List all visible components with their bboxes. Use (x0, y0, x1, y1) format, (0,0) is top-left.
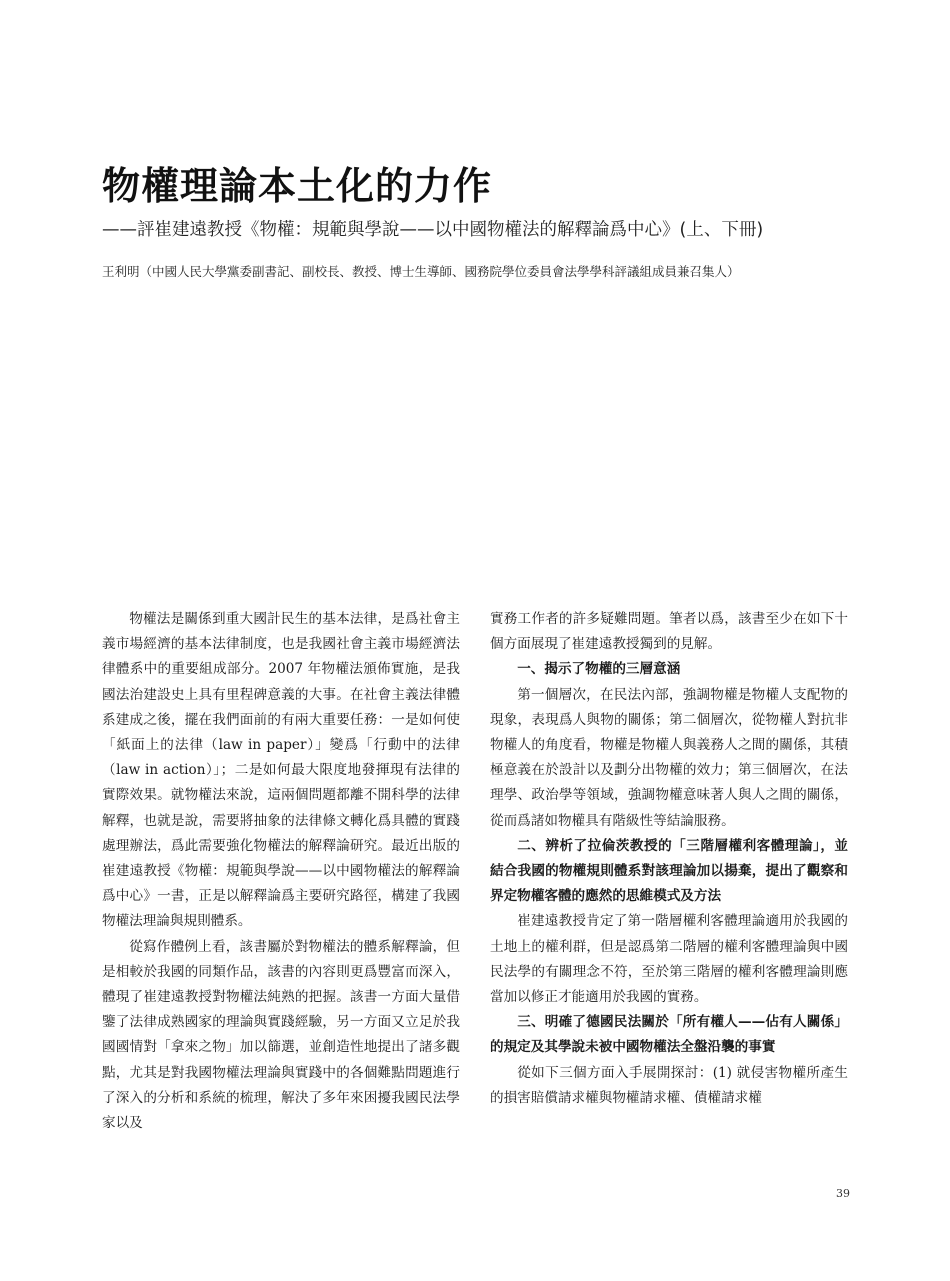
page-number: 39 (836, 1187, 850, 1200)
paragraph: 物權法是關係到重大國計民生的基本法律，是爲社會主義市場經濟的基本法律制度，也是我國社會主義市場經濟法律體系中的重要組成部分。2007 年物權法頒佈實施，是我國法治建設史上具有里程碑意義的大事。在社會主義法律體系建成之後，擺在我們面前的有兩大重要任務：一是如何使「紙面上的法律（law in paper）」變爲「行動中的法律（law in action）」；二是如何最大限度地發揮現有法律的實際效果。就物權法來說，這兩個問題都離不開科學的法律解釋，也就是說，需要將抽象的法律條文轉化爲具體的實踐處理辦法，爲此需要強化物權法的解釋論研究。最近出版的崔建遠教授《物權：規範與學說——以中國物權法的解釋論爲中心》一書，正是以解釋論爲主要研究路徑，構建了我國物權法理論與規則體系。 (102, 611, 460, 930)
section-heading-1: 一、揭示了物權的三層意涵 (517, 661, 681, 678)
body-column-right (490, 607, 848, 1111)
author-line: 王利明（中國人民大學黨委副書記、副校長、教授、博士生導師、國務院學位委員會法學學科評議組成員兼召集人） (102, 264, 740, 279)
paragraph: 第一個層次，在民法內部，強調物權是物權人支配物的現象，表現爲人與物的關係；第二個層次，從物權人對抗非物權人的角度看，物權是物權人與義務人之間的關係，其積極意義在於設計以及劃分出物權的效力；第三個層次，在法理學、政治學等領域，強調物權意味著人與人之間的關係，從而爲諸如物權具有階級性等結論服務。 (490, 686, 848, 829)
paragraph: 從寫作體例上看，該書屬於對物權法的體系解釋論，但是相較於我國的同類作品，該書的內容則更爲豐富而深入，體現了崔建遠教授對物權法純熟的把握。該書一方面大量借鑒了法律成熟國家的理論與實踐經驗，另一方面又立足於我國國情對「拿來之物」加以篩選，並創造性地提出了諸多觀點，尤其是對我國物權法理論與實踐中的各個難點問題進行了深入的分析和系統的梳理，解決了多年來困擾我國民法學家以及 (102, 938, 460, 1132)
article-title: 物權理論本土化的力作 (102, 164, 493, 208)
paragraph-continued: 實務工作者的許多疑難問題。筆者以爲，該書至少在如下十個方面展現了崔建遠教授獨到的見解。 (490, 611, 848, 653)
body-column-left (102, 607, 460, 1136)
section-heading-2: 二、辨析了拉倫茨教授的「三階層權利客體理論」，並結合我國的物權規則體系對該理論加以揚棄，提出了觀察和界定物權客體的應然的思維模式及方法 (490, 837, 848, 905)
section-heading-3: 三、明確了德國民法關於「所有權人——佔有人關係」的規定及其學說未被中國物權法全盤沿襲的事實 (490, 1014, 848, 1056)
article-subtitle: ——評崔建遠教授《物權：規範與學說——以中國物權法的解釋論爲中心》(上、下冊) (102, 220, 764, 240)
paragraph: 崔建遠教授肯定了第一階層權利客體理論適用於我國的土地上的權利群，但是認爲第二階層的權利客體理論與中國民法學的有關理念不符，至於第三階層的權利客體理論則應當加以修正才能適用於我國的實務。 (490, 913, 848, 1006)
paragraph: 從如下三個方面入手展開探討：(1) 就侵害物權所產生的損害賠償請求權與物權請求權、債權請求權 (490, 1064, 848, 1106)
